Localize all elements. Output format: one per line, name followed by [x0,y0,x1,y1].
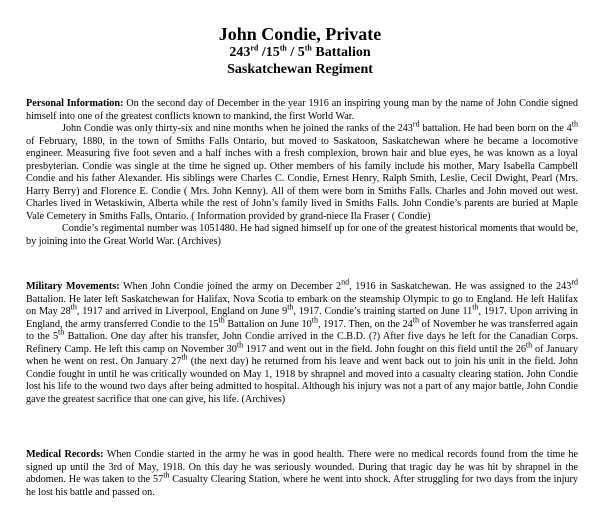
personal-paragraph-2: John Condie was only thirty-six and nine months when he joined the ranks of the 243rd battalion. He had been born on the 4th of February, 1880, in the town of Smiths Falls Ontario, but moved to Saskatoon, Saskatchewan where he became a locomotive engineer. Measuring five foot seven and a half inches with a fresh complexion, brown hair and blue eyes, he was known as a loyal presbyterian. Condie was single at the time he signed up. Other members of his family include his mother, Mary Isabella Campbell Condie and his father Alexander. His siblings were Charles C. Condie, Ernest Henry, Ralph Smith, Leslie, Cecil Dwight, Pearl (Mrs. Harry Berry) and Florence E. Condie ( Mrs. John Kenny). All of them were born in Smiths Falls. Charles and John moved out west. Charles lived in Wetaskiwin, Alberta while the rest of John’s family lived in Smiths Falls. John Condie’s parents are buried at Maple Vale Cemetery in Smiths Falls, Ontario. ( Information provided by grand-niece Ila Fraser ( Condie) [26,119,578,222]
medical-records-section [26,449,578,499]
medical-records-label: Medical Records: [26,449,104,460]
military-movements-section [26,277,579,406]
personal-information-label: Personal Information: [26,98,124,109]
battalion-5: 5 [297,45,305,60]
header [0,24,600,78]
regiment-line: Saskatchewan Regiment [227,62,373,77]
personal-information-section [26,98,578,248]
page-title: John Condie, Private [218,24,382,44]
battalion-15: 15 [265,45,280,60]
personal-paragraph-3: Condie’s regimental number was 1051480. He had signed himself up for one of the greatest historical moments that would be, by joining into the Great World War. (Archives) [26,223,578,247]
personal-paragraph-1: Personal Information: On the second day of December in the year 1916 an inspiring young man by the name of John Condie signed himself into one of the greatest conflicts known to mankind, the first World War. [26,98,578,122]
battalion-243: 243 [229,45,251,60]
military-movements-label: Military Movements: [26,281,120,292]
military-paragraph: Military Movements: When John Condie joined the army on December 2nd, 1916 in Saskatchewan. He was assigned to the 243rd Battalion. He later left Saskatchewan for Halifax, Nova Scotia to embark on the steamship Olympic to go to England. He left Halifax on May 28th, 1917 and arrived in Liverpool, England on June 9th, 1917. Condie’s training started on June 11th, 1917. Upon arriving in England, the army transferred Condie to the 15th Battalion on June 10th, 1917. Then, on the 24th of November he was transferred again to the 5th Battalion. One day after his transfer, John Condie arrived in the C.B.D. (?) After five days he left for the Canadian Corps. Refinery Camp. He left this camp on November 30th 1917 and went out in the field. John fought on this field until the 26th of January when he went on rest. On January 27th (the next day) he returned from his leave and went back out to join his unit in the field. John Condie fought in until he was critically wounded on May 1, 1918 by shrapnel and moved into a casualty clearing station. John Condie lost his life to the wound two days after being admitted to hospital. Although his injury was not a part of any major battle, John Condie gave the greatest sacrifice that one can give, his life. (Archives) [26,277,579,405]
battalion-line: 243rd /15th / 5th Battalion [229,43,371,60]
medical-paragraph: Medical Records: When Condie started in the army he was in good health. There were no medical records found from the time he signed up until the 3rd of May, 1918. On this day he was seriously wounded. During that tragic day he was hit by shrapnel in the abdomen. He was taken to the 57th Casualty Clearing Station, where he went into shock. After struggling for two days from the injury he lost his battle and passed on. [26,449,579,498]
